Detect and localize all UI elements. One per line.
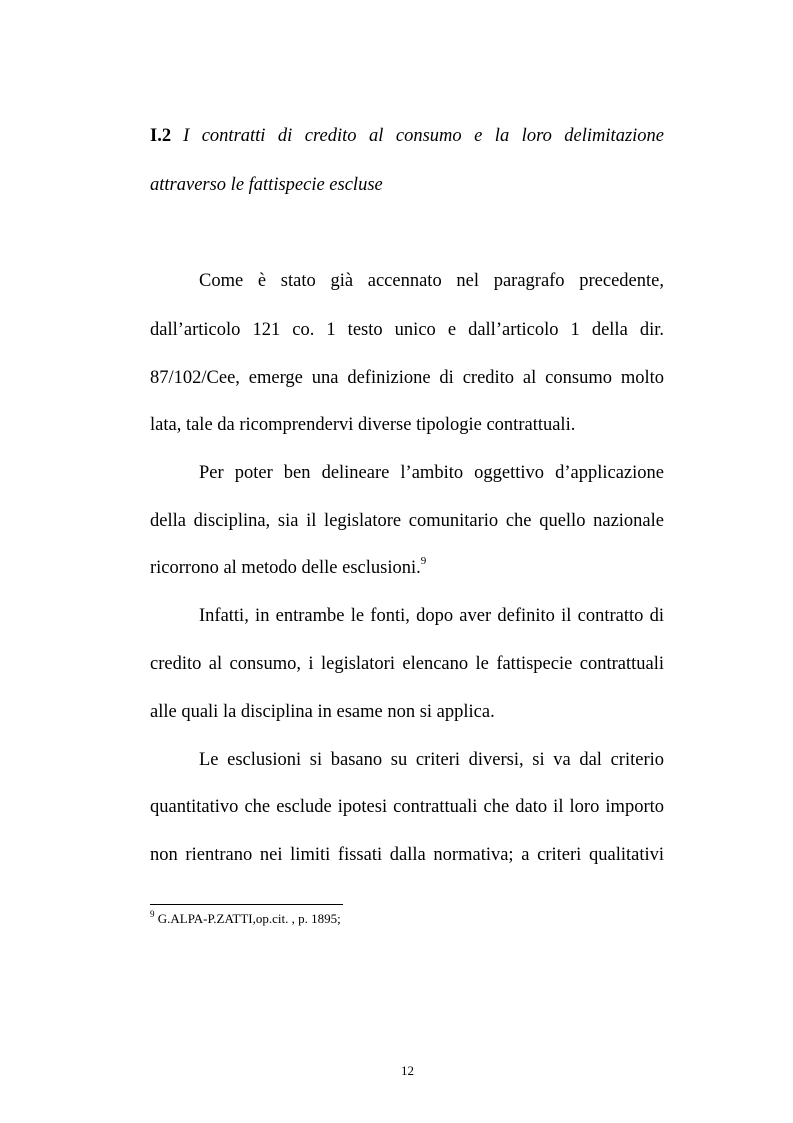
page-number: 12 bbox=[401, 1063, 414, 1078]
paragraph-2-line-2: della disciplina, sia il legislatore comunitario che quello nazionale bbox=[150, 511, 664, 531]
footnote-number: 9 bbox=[150, 909, 155, 919]
footnote-separator bbox=[150, 904, 343, 905]
paragraph-2-line-3-text: ricorrono al metodo delle esclusioni. bbox=[150, 558, 421, 578]
paragraph-2-line-1: Per poter ben delineare l’ambito oggettivo d’applicazione bbox=[199, 463, 664, 483]
paragraph-3-line-3: alle quali la disciplina in esame non si applica. bbox=[150, 702, 495, 722]
paragraph-1-line-2: dall’articolo 121 co. 1 testo unico e dall’articolo 1 della dir. bbox=[150, 320, 664, 340]
paragraph-1-line-1: Come è stato già accennato nel paragrafo precedente, bbox=[199, 271, 664, 291]
footnote-reference: 9 bbox=[420, 555, 427, 567]
paragraph-3-line-1: Infatti, in entrambe le fonti, dopo aver definito il contratto di bbox=[199, 606, 664, 626]
section-title-line-2: attraverso le fattispecie escluse bbox=[150, 175, 383, 195]
paragraph-1-line-3: 87/102/Cee, emerge una definizione di credito al consumo molto bbox=[150, 368, 664, 388]
paragraph-2-line-3 bbox=[150, 555, 664, 578]
footnote bbox=[150, 909, 341, 926]
section-title-line-1: I contratti di credito al consumo e la loro delimitazione bbox=[183, 126, 664, 146]
footnote-text: G.ALPA-P.ZATTI,op.cit. , p. 1895; bbox=[157, 911, 341, 926]
paragraph-3-line-2: credito al consumo, i legislatori elencano le fattispecie contrattuali bbox=[150, 654, 664, 674]
section-number: I.2 bbox=[150, 126, 172, 146]
paragraph-4-line-1: Le esclusioni si basano su criteri diversi, si va dal criterio bbox=[199, 750, 664, 770]
paragraph-4-line-2: quantitativo che esclude ipotesi contrattuali che dato il loro importo bbox=[150, 797, 664, 817]
paragraph-1-line-4: lata, tale da ricomprendervi diverse tipologie contrattuali. bbox=[150, 415, 576, 435]
paragraph-4-line-3: non rientrano nei limiti fissati dalla normativa; a criteri qualitativi bbox=[150, 845, 664, 865]
section-heading bbox=[150, 127, 664, 146]
